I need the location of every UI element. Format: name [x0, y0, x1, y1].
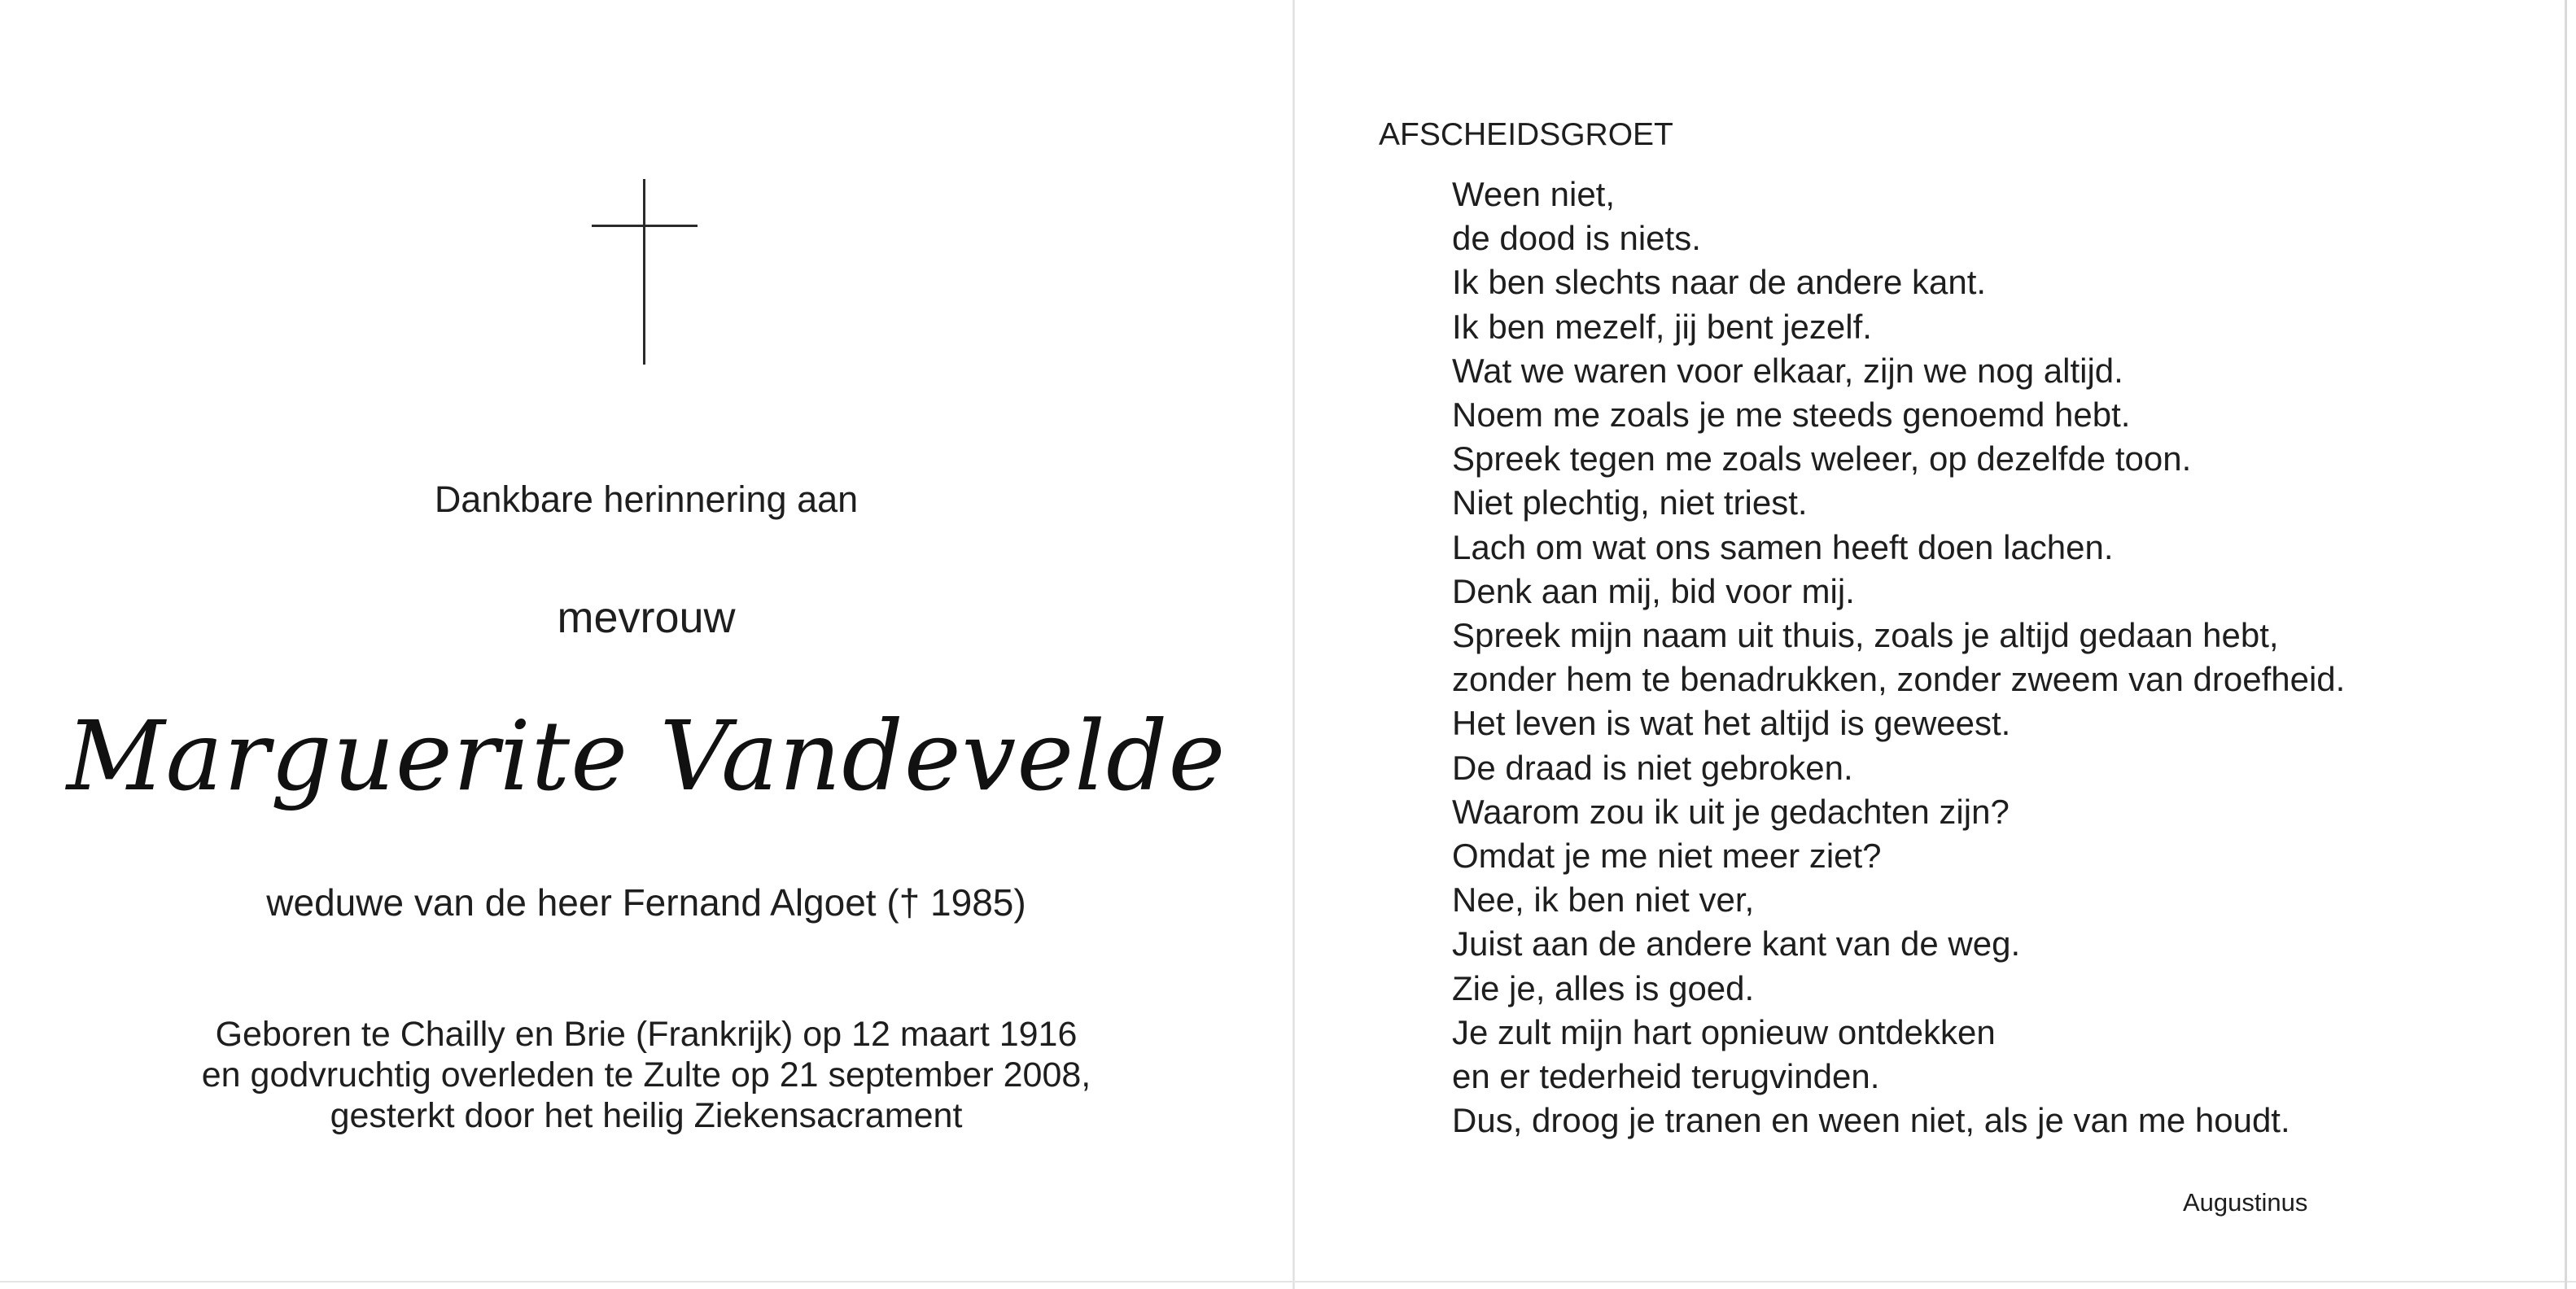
life-details — [0, 1014, 1292, 1136]
death-line: en godvruchtig overleden te Zulte op 21 september 2008, — [201, 1055, 1091, 1095]
cross-vertical-bar — [643, 179, 645, 365]
poem-line: Waarom zou ik uit je gedachten zijn? — [1452, 792, 2010, 831]
card-right-edge — [2565, 0, 2567, 1289]
poem-line: en er tederheid terugvinden. — [1452, 1057, 1880, 1096]
poem-line: Het leven is wat het altijd is geweest. — [1452, 704, 2011, 743]
poem-line: Niet plechtig, niet triest. — [1452, 483, 1808, 522]
poem — [1452, 173, 2345, 1143]
poem-line: Spreek tegen me zoals weleer, op dezelfde toon. — [1452, 439, 2192, 478]
title-prefix: mevrouw — [557, 593, 736, 642]
poem-line: Omdat je me niet meer ziet? — [1452, 837, 1882, 876]
poem-line: Zie je, alles is goed. — [1452, 968, 1755, 1007]
poem-line: Juist aan de andere kant van de weg. — [1452, 924, 2021, 963]
poem-line: Ik ben mezelf, jij bent jezelf. — [1452, 307, 1872, 346]
poem-line: zonder hem te benadrukken, zonder zweem van droefheid. — [1452, 660, 2346, 699]
poem-line: Je zult mijn hart opnieuw ontdekken — [1452, 1012, 1996, 1051]
birth-line: Geboren te Chailly en Brie (Frankrijk) op 12 maart 1916 — [215, 1015, 1078, 1054]
poem-line: Ik ben slechts naar de andere kant. — [1452, 263, 1987, 302]
poem-line: Noem me zoals je me steeds genoemd hebt. — [1452, 395, 2131, 435]
poem-line: Nee, ik ben niet ver, — [1452, 880, 1755, 920]
right-panel — [1295, 0, 2565, 1289]
deceased-name: Marguerite Vandevelde — [66, 700, 1227, 812]
cross-horizontal-bar — [592, 225, 698, 227]
poem-line: Dus, droog je tranen en ween niet, als je van me houdt. — [1452, 1101, 2290, 1140]
poem-title: AFSCHEIDSGROET — [1379, 117, 1673, 152]
widow-line: weduwe van de heer Fernand Algoet († 1985) — [266, 881, 1026, 924]
cross-icon — [592, 179, 698, 365]
poem-author: Augustinus — [2183, 1188, 2308, 1217]
sacrament-line: gesterkt door het heilig Ziekensacrament — [330, 1096, 963, 1135]
poem-line: Denk aan mij, bid voor mij. — [1452, 571, 1855, 610]
poem-line: Wat we waren voor elkaar, zijn we nog altijd. — [1452, 351, 2123, 390]
poem-line: Lach om wat ons samen heeft doen lachen. — [1452, 527, 2114, 566]
intro-text: Dankbare herinnering aan — [434, 478, 859, 520]
poem-line: Spreek mijn naam uit thuis, zoals je altijd gedaan hebt, — [1452, 616, 2279, 655]
poem-line: de dood is niets. — [1452, 219, 1701, 258]
poem-line: Ween niet, — [1452, 175, 1616, 213]
poem-line: De draad is niet gebroken. — [1452, 748, 1853, 787]
